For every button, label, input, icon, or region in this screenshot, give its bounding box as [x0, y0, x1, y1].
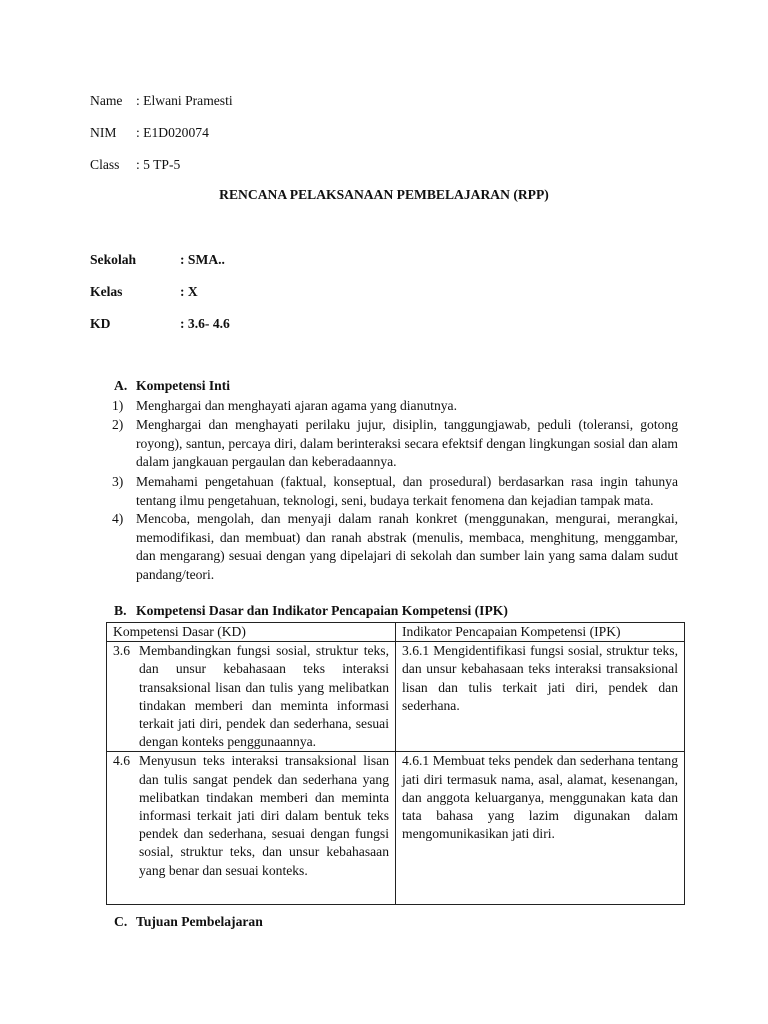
table-header-kd: Kompetensi Dasar (KD)	[107, 623, 396, 642]
section-b-letter: B.	[114, 603, 127, 618]
table-header-row	[107, 623, 685, 642]
table-row	[107, 752, 685, 905]
table-header-ipk: Indikator Pencapaian Kompetensi (IPK)	[396, 623, 685, 642]
document-title: RENCANA PELAKSANAAN PEMBELAJARAN (RPP)	[219, 187, 549, 202]
list-item-number: 1)	[112, 398, 124, 413]
list-item-text: Mencoba, mengolah, dan menyaji dalam ranah konkret (menggunakan, mengurai, merangkai, memodifikasi, dan membuat) dan ranah abstrak (menulis, membaca, menghitung, menggambar, dan mengarang) sesuai dengan yang dipelajari di sekolah dan sumber lain yang sama dalam sudut pandang/teori.	[136, 511, 678, 582]
table-row	[107, 642, 685, 752]
kelas-value: : X	[180, 284, 198, 299]
ipk-text: 3.6.1 Mengidentifikasi fungsi sosial, struktur teks, dan unsur kebahasaan teks interaksi transaksional lisan dan tulis terkait jati diri, pendek dan sederhana.	[402, 643, 678, 713]
section-a-heading: Kompetensi Inti	[136, 378, 231, 393]
kd-cell	[107, 752, 396, 905]
list-item-text: Menghargai dan menghayati perilaku jujur, disiplin, tanggungjawab, peduli (toleransi, gotong royong), santun, percaya diri, dalam berinteraksi secara efektsif dengan lingkungan sosial dan alam dalam jangkauan pergaulan dan keberadaannya.	[136, 417, 678, 469]
list-item-text: Memahami pengetahuan (faktual, konseptual, dan prosedural) berdasarkan rasa ingin tahunya tentang ilmu pengetahuan, teknologi, seni, budaya terkait fenomena dan kejadian tampak mata.	[136, 474, 678, 508]
kd-cell	[107, 642, 396, 752]
kd-value: : 3.6- 4.6	[180, 316, 230, 331]
list-item-number: 3)	[112, 474, 124, 489]
list-item-number: 4)	[112, 511, 124, 526]
name-label: Name	[90, 93, 123, 108]
nim-label: NIM	[90, 125, 117, 140]
section-a-letter: A.	[114, 378, 128, 393]
kd-text: Menyusun teks interaksi transaksional lisan dan tulis sangat pendek dan sederhana yang melibatkan tindakan memberi dan meminta informasi terkait jati diri dalam bentuk teks pendek dan sederhana, sesuai dengan fungsi sosial, struktur teks, dan unsur kebahasaan yang benar dan sesuai konteks.	[139, 753, 389, 878]
kd-ipk-table	[106, 622, 685, 905]
class-value: : 5 TP-5	[136, 157, 181, 172]
section-b-heading: Kompetensi Dasar dan Indikator Pencapaian Kompetensi (IPK)	[136, 603, 508, 618]
nim-value: : E1D020074	[136, 125, 209, 140]
ipk-text: 4.6.1 Membuat teks pendek dan sederhana tentang jati diri termasuk nama, asal, alamat, kesenangan, dan anggota keluarganya, menggunakan kata dan tata bahasa yang lazim digunakan dalam mengomunikasikan jati diri.	[402, 753, 678, 842]
list-item-text: Menghargai dan menghayati ajaran agama yang dianutnya.	[136, 398, 457, 413]
sekolah-value: : SMA..	[180, 252, 225, 267]
kd-number: 3.6	[113, 643, 130, 659]
section-c-letter: C.	[114, 914, 128, 929]
sekolah-label: Sekolah	[90, 252, 137, 267]
kd-label: KD	[90, 316, 111, 331]
list-item-number: 2)	[112, 417, 124, 432]
class-label: Class	[90, 157, 120, 172]
kelas-label: Kelas	[90, 284, 123, 299]
section-c-heading: Tujuan Pembelajaran	[136, 914, 263, 929]
name-value: : Elwani Pramesti	[136, 93, 233, 108]
kd-number: 4.6	[113, 753, 130, 769]
ipk-cell	[396, 752, 685, 905]
ipk-cell	[396, 642, 685, 752]
kd-text: Membandingkan fungsi sosial, struktur teks, dan unsur kebahasaan teks interaksi transaksional lisan dan tulis yang melibatkan tindakan memberi dan meminta informasi terkait jati diri, pendek dan sederhana, sesuai dengan konteks penggunaannya.	[139, 643, 389, 750]
